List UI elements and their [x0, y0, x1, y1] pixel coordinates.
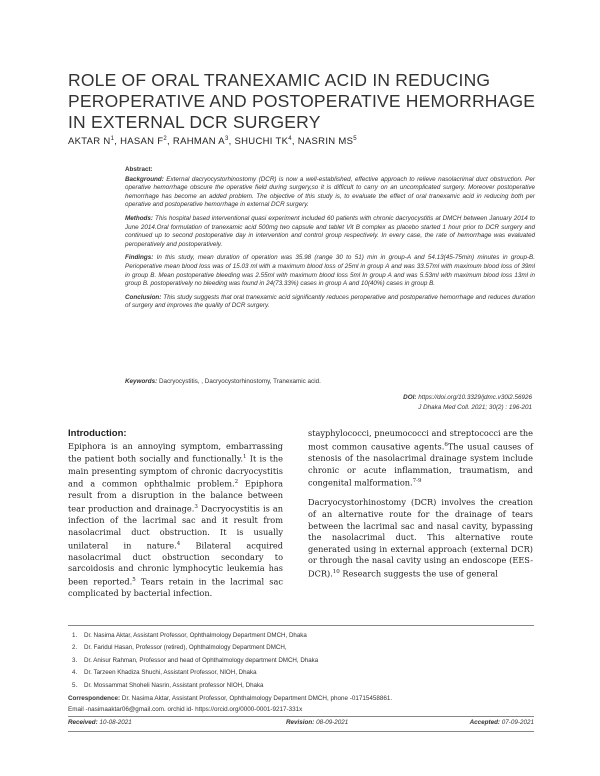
abstract — [125, 166, 535, 316]
abstract-conclusion: Conclusion: This study suggests that oral tranexamic acid significantly reduces peroperative and postoperative hemorrhage and reduces duration of surgery and improves the quality of DCR surgery. — [125, 293, 535, 310]
keywords: Keywords: Dacryocystitis, , Dacryocystorhinostomy, Tranexamic acid. — [125, 378, 321, 385]
paragraph: Epiphora is an annoying symptom, embarrassing the patient both socially and functionally.$^1$ It is the main presenting symptom of chronic dacryocystitis and a common ophthalmic problem.$^2$ Epiphora result from a disruption in the balance between tear production and drainage.$^3$ Dacryocystitis is an infection of the lacrimal sac and it result from nasolacrimal duct obstruction. It is usually unilateral in nature.$^4$ Bilateral acquired nasolacrimal duct obstruction secondary to sarcoidosis and chronic lymphocytic leukemia has been reported.$^5$ Tears retain in the lacrimal sac complicated by bacterial infection. — [68, 440, 283, 599]
abstract-findings: Findings: In this study, mean duration of operation was 35.98 (range 30 to 51) min in group-A and 54.13(45-75min) minutes in group-B. Perioperative mean blood loss was of 15.03 ml with a maximum blood loss of 25ml in group A and was 33.57ml with maximum blood loss of 39ml in group B. Mean postoperative bleeding was 2.55ml with maximum blood loss 5ml In group A and was 5.53ml with maximum blood loss 13ml in group B. postoperatively no bleeding was found in 24(73.33%) cases in group A and 10(40%) cases in group B. — [125, 254, 535, 288]
article-title: ROLE OF ORAL TRANEXAMIC ACID IN REDUCING PEROPERATIVE AND POSTOPERATIVE HEMORRHAGE IN EXTERNAL DCR SURGERY — [68, 70, 536, 132]
paragraph: Dacryocystorhinostomy (DCR) involves the creation of an alternative route for the drainage of tears between the lacrimal sac and nasal cavity, bypassing the nasolacrimal duct. This alternative route generated using in external approach (external DCR) or through the nasal cavity using an endoscope (EES-DCR).$^{10}$ Research suggests the use of general — [308, 497, 533, 579]
footnote: 3. Dr. Anisur Rahman, Professor and head of Ophthalmology department DMCH, Dhaka — [72, 656, 319, 664]
doi-link[interactable]: https://doi.org/10.3329/jdmc.v30i2.56926 — [418, 394, 532, 401]
footnote: 4. Dr. Tarzeen Khadiza Shuchi, Assistant Professor, NIOH, Dhaka — [72, 669, 257, 677]
footnote-list — [72, 630, 534, 692]
revision-date: Revision: 08-09-2021 — [286, 719, 349, 726]
correspondence-email: Email -nasimaaktar06@gmail.com. orchid id- https://orcid.org/0000-0001-9217-331x — [68, 705, 303, 713]
footnote: 5. Dr. Mossammat Shoheli Nasrin, Assistant professor NIOH, Dhaka — [72, 681, 264, 689]
author: HASAN F — [120, 136, 164, 148]
footnote: 1. Dr. Nasima Aktar, Assistant Professor, Ophthalmology Department DMCH, Dhaka — [72, 632, 307, 639]
paragraph: stayphylococci, pneumococci and streptococci are the most common causative agents.$^6$The usual causes of stenosis of the nasolacrimal drainage system include chronic or acute inflammation, traumatism, and congenital malformation.$^{7-9}$ — [308, 428, 533, 488]
accepted-date: Accepted: 07-09-2021 — [469, 719, 534, 726]
abstract-methods: Methods: This hospital based interventional quasi experiment included 60 patients with chronic dacryocystitis at DMCH between January 2014 to June 2014.Oral formulation of tranexamic acid 500mg two capsule and tablet Vit B complex as placebo started 1 hour prior to DCR surgery and continued up to second postoperative day in intervention and control group respectively. In every case, the rate of hemorrhage was evaluated peroperatively and postoperatively. — [125, 214, 535, 248]
author: NASRIN MS — [297, 136, 354, 148]
abstract-background: Background: External dacryocystorhinostomy (DCR) is now a well-established, effective approach to relieve nasolacrimal duct obstruction. Per operative hemorrhage obscure the operative field during surgery,so it is difficult to carry on an uncomplicated surgery. Moreover postoperative hemorrhage has become an added problem. The objective of this study is, to evaluate the effect of oral tranexamic acid in reducing both per operative and postoperative hemorrhage in external DCR surgery. — [125, 175, 535, 209]
received-date: Received: 10-08-2021 — [68, 719, 132, 726]
citation: J Dhaka Med Coll. 2021; 30(2) : 196-201 — [418, 404, 532, 411]
section-heading: Introduction: — [68, 428, 127, 439]
doi-block: DOI: https://doi.org/10.3329/jdmc.v30i2.56926 J Dhaka Med Coll. 2021; 30(2) : 196-201 — [403, 394, 532, 411]
footnote-divider — [68, 625, 534, 626]
author-list: AKTAR $N^1$, HASAN $F^2$, RAHMAN $A^3$, SHUCHI $TK^4$, NASRIN $MS^5$ — [68, 136, 357, 148]
body-column-right — [308, 428, 533, 588]
author: RAHMAN A — [172, 136, 225, 148]
author: AKTAR N — [68, 136, 111, 148]
author: SHUCHI TK — [234, 136, 289, 148]
footnote: 2. Dr. Faridul Hasan, Professor (retired), Ophthalmology Department DMCH, — [72, 644, 287, 652]
dates-divider-top — [68, 716, 534, 717]
article-dates — [68, 719, 534, 730]
correspondence: Correspondence: Dr. Nasima Aktar, Assistant Professor, Ophthalmology Department DMCH, phone -01715458861. Email -nasimaaktar06@gmail.com. orchid id- https://orcid.org/0000-0001-9217-331x — [68, 694, 534, 715]
dates-divider-bottom — [68, 731, 534, 732]
body-column-left — [68, 428, 283, 608]
abstract-heading: Abstract: — [125, 166, 153, 173]
